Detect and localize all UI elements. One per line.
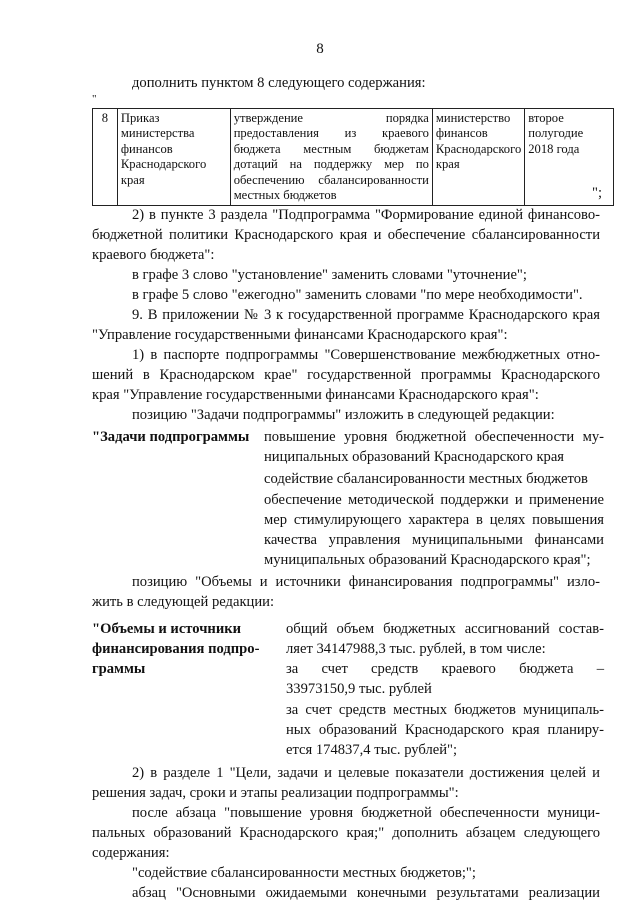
open-quote: " xyxy=(92,93,97,105)
table-row xyxy=(93,109,614,206)
para-line: жить в следующей редакции: xyxy=(92,594,275,610)
page-number: 8 xyxy=(316,41,324,57)
para-line: 2) в разделе 1 "Цели, задачи и целевые показатели достижения целей и xyxy=(132,765,600,781)
volumes-label: граммы xyxy=(92,661,146,677)
volumes-line: 33973150,9 тыс. рублей xyxy=(286,681,432,697)
para-line: бюджетной политики Краснодарского края и обеспечение сбалансированности xyxy=(92,227,600,243)
para-line: 1) в паспорте подпрограммы "Совершенствование межбюджетных отно- xyxy=(132,347,600,363)
para-line: пальных образований Краснодарского края;" дополнить абзацем следующего xyxy=(92,825,600,841)
para-line: позицию "Задачи подпрограммы" изложить в следующей редакции: xyxy=(132,407,555,423)
para-line: в графе 3 слово "установление" заменить словами "уточнение"; xyxy=(132,267,527,283)
table-cell-term: второе полугодие 2018 года xyxy=(525,109,614,206)
tasks-line: содействие сбалансированности местных бюджетов xyxy=(264,471,588,487)
para-line: содержания: xyxy=(92,845,170,861)
volumes-label: "Объемы и источники xyxy=(92,621,242,637)
tasks-line: качества управления муниципальными финансами xyxy=(264,532,604,548)
volumes-line: за счет средств краевого бюджета – xyxy=(286,661,604,677)
volumes-line: за счет средств местных бюджетов муниципаль- xyxy=(286,702,604,718)
close-quote: "; xyxy=(592,185,603,201)
para-line: после абзаца "повышение уровня бюджетной обеспеченности муници- xyxy=(132,805,600,821)
para-line: 2) в пункте 3 раздела "Подпрограмма "Формирование единой финансово- xyxy=(132,207,600,223)
para-line: "содействие сбалансированности местных бюджетов;"; xyxy=(132,865,476,881)
para-line: 9. В приложении № 3 к государственной программе Краснодарского края xyxy=(132,307,600,323)
tasks-line: мер стимулирующего характера в целях повышения xyxy=(264,512,604,528)
volumes-line: ляет 34147988,3 тыс. рублей, в том числе: xyxy=(286,641,546,657)
tasks-line: повышение уровня бюджетной обеспеченности му- xyxy=(264,429,604,445)
intro-text: дополнить пунктом 8 следующего содержания: xyxy=(132,75,426,91)
volumes-line: ется 174837,4 тыс. рублей"; xyxy=(286,742,458,758)
volumes-line: общий объем бюджетных ассигнований состав- xyxy=(286,621,604,637)
table-cell-name: Приказ министерства финансов Краснодарского края xyxy=(117,109,230,206)
table-cell-desc: утверждение порядка предоставления из краевого бюджета местным бюджетам дотаций на поддержку мер по обеспечению сбалансированности местных бюджетов xyxy=(230,109,432,206)
tasks-line: обеспечение методической поддержки и применение xyxy=(264,492,604,508)
para-line: в графе 5 слово "ежегодно" заменить словами "по мере необходимости". xyxy=(132,287,583,303)
para-line: "Управление государственными финансами Краснодарского края": xyxy=(92,327,508,343)
table-cell-num: 8 xyxy=(93,109,118,206)
tasks-line: муниципальных образований Краснодарского края"; xyxy=(264,552,591,568)
tasks-label: "Задачи подпрограммы xyxy=(92,429,250,445)
para-line: решения задач, сроки и этапы реализации подпрограммы": xyxy=(92,785,459,801)
tasks-line: ниципальных образований Краснодарского края xyxy=(264,449,565,465)
para-line: шений в Краснодарском крае" государственной программы Краснодарского xyxy=(92,367,600,383)
para-line: края "Управление государственными финансами Краснодарского края": xyxy=(92,387,539,403)
para-line: абзац "Основными ожидаемыми конечными результатами реализации xyxy=(132,885,600,901)
para-line: краевого бюджета": xyxy=(92,247,215,263)
volumes-label: финансирования подпро- xyxy=(92,641,260,657)
volumes-line: ных образований Краснодарского края планиру- xyxy=(286,722,604,738)
amendment-table xyxy=(92,108,614,206)
table-cell-org: министерство финансов Краснодарского края xyxy=(432,109,524,206)
para-line: позицию "Объемы и источники финансирования подпрограммы" изло- xyxy=(132,574,600,590)
